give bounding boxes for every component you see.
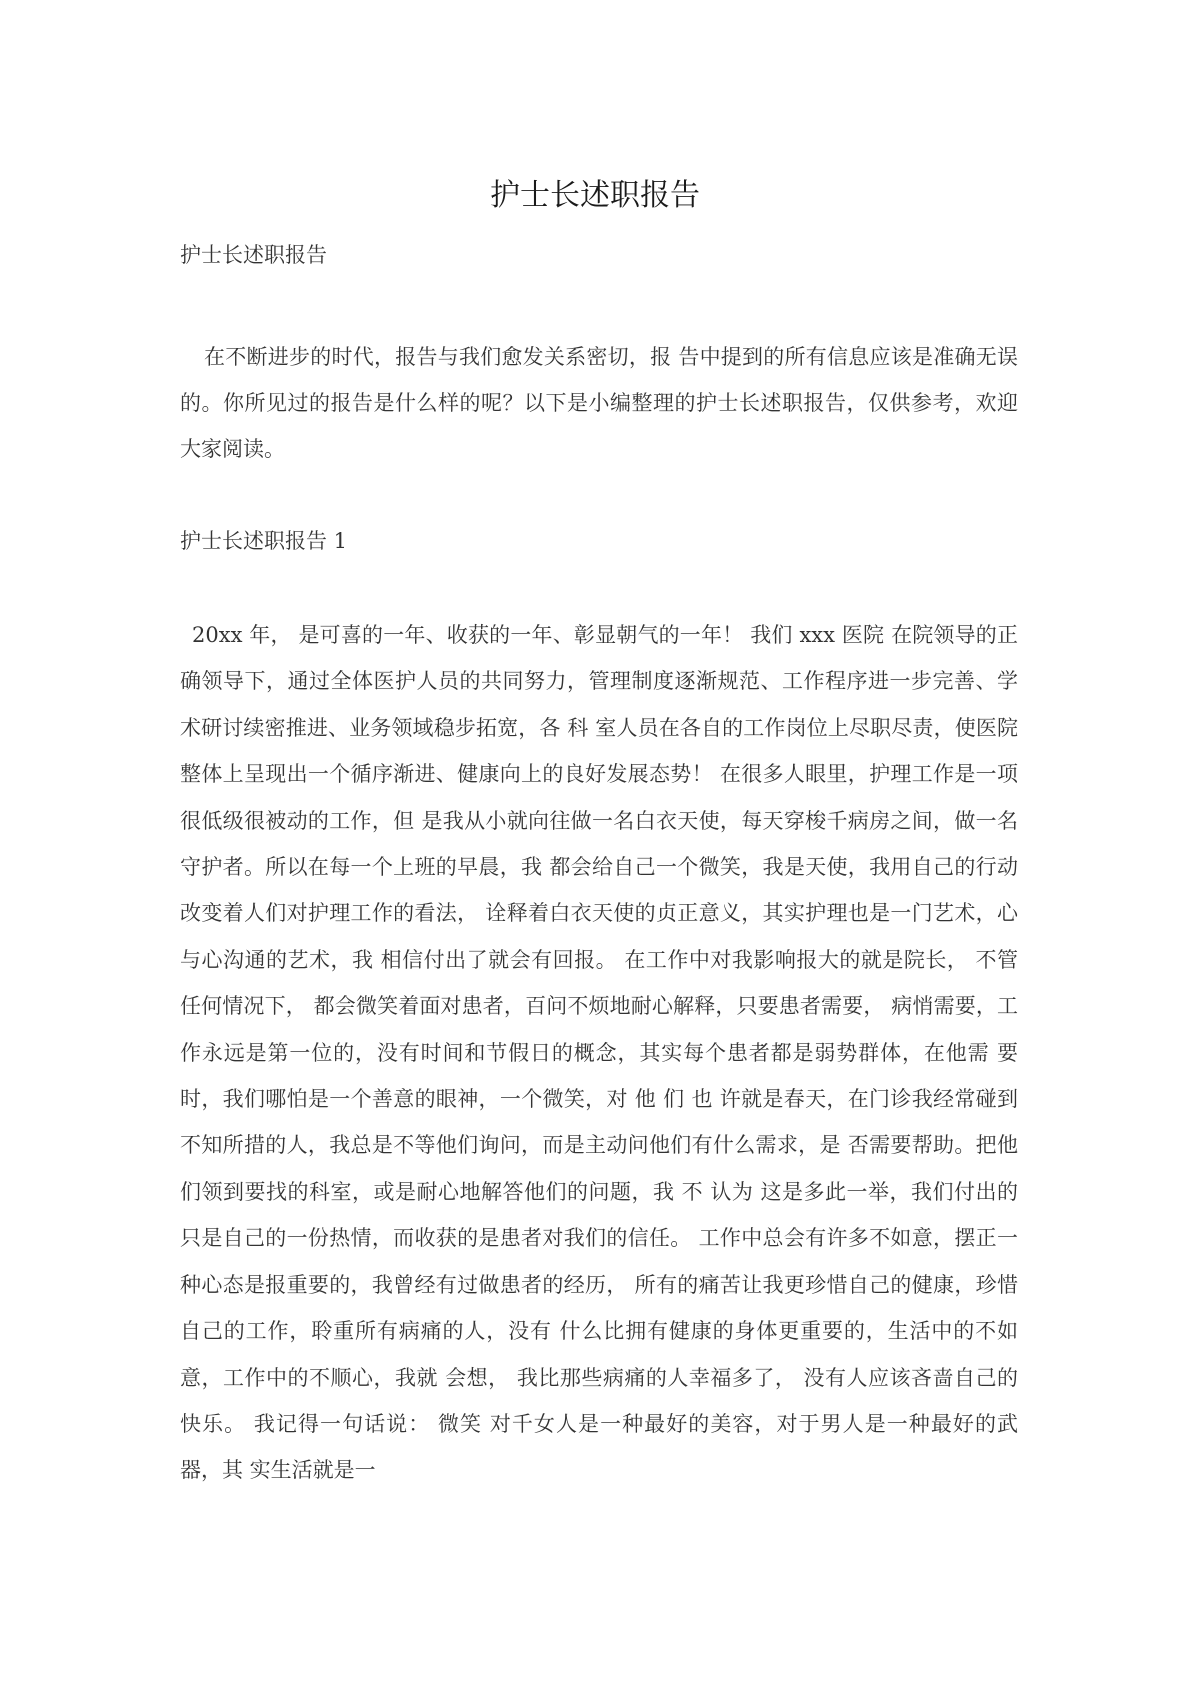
report-paragraph: 20xx 年， 是可喜的一年、收获的一年、彰显朝气的一年！ 我们 xxx 医院 在院领导的正确领导下，通过全体医护人员的共同努力，管理制度逐渐规范、工作程序进一步完善、学术研讨续密推进、业务领域稳步拓宽，各 科 室人员在各自的工作岗位上尽职尽责，使医院整体上呈现出一个循序渐进、健康向上的良好发展态势！ 在很多人眼里，护理工作是一项很低级很被动的工作，但 是我从小就向往做一名白衣天使，每天穿梭千病房之间，做一名守护者。所以在每一个上班的早晨，我 都会给自己一个微笑，我是天使，我用自己的行动改变着人们对护理工作的看法， 诠释着白衣天使的贞正意义，其实护理也是一门艺术，心与心沟通的艺术，我 相信付出了就会有回报。 在工作中对我影响报大的就是院长， 不管任何情况下， 都会微笑着面对患者，百问不烦地耐心解释，只要患者需要， 病悄需要，工作永远是第一位的，没有时间和节假日的概念，其实每个患者都是弱势群体，在他需 要时，我们哪怕是一个善意的眼神，一个微笑，对 他 们 也 许就是春天，在门诊我经常碰到不知所措的人，我总是不等他们询问，而是主动问他们有什么需求，是 否需要帮助。把他们领到要找的科室，或是耐心地解答他们的问题，我 不 认为 这是多此一举，我们付出的只是自己的一份热情，而收获的是患者对我们的信任。 工作中总会有许多不如意，摆正一种心态是报重要的，我曾经有过做患者的经历， 所有的痛苦让我更珍惜自己的健康，珍惜自己的工作，聆重所有病痛的人，没有 什么比拥有健康的身体更重要的，生活中的不如意，工作中的不顺心，我就 会想， 我比那些病痛的人幸福多了， 没有人应该吝啬自己的快乐。 我记得一句话说： 微笑 对千女人是一种最好的美容，对于男人是一种最好的武器，其 实生活就是一 — [180, 623, 1018, 1483]
document-subtitle: 护士长述职报告 — [180, 243, 327, 267]
document-title: 护士长述职报告 — [490, 178, 700, 213]
section-heading: 护士长述职报告 1 — [180, 529, 348, 553]
intro-paragraph: 在不断进步的时代，报告与我们愈发关系密切，报 告中提到的所有信息应该是准确无误的。你所见过的报告是什么样的呢？以下是小编整理的护士长述职报告，仅供参考，欢迎大家阅读。 — [180, 345, 1018, 461]
